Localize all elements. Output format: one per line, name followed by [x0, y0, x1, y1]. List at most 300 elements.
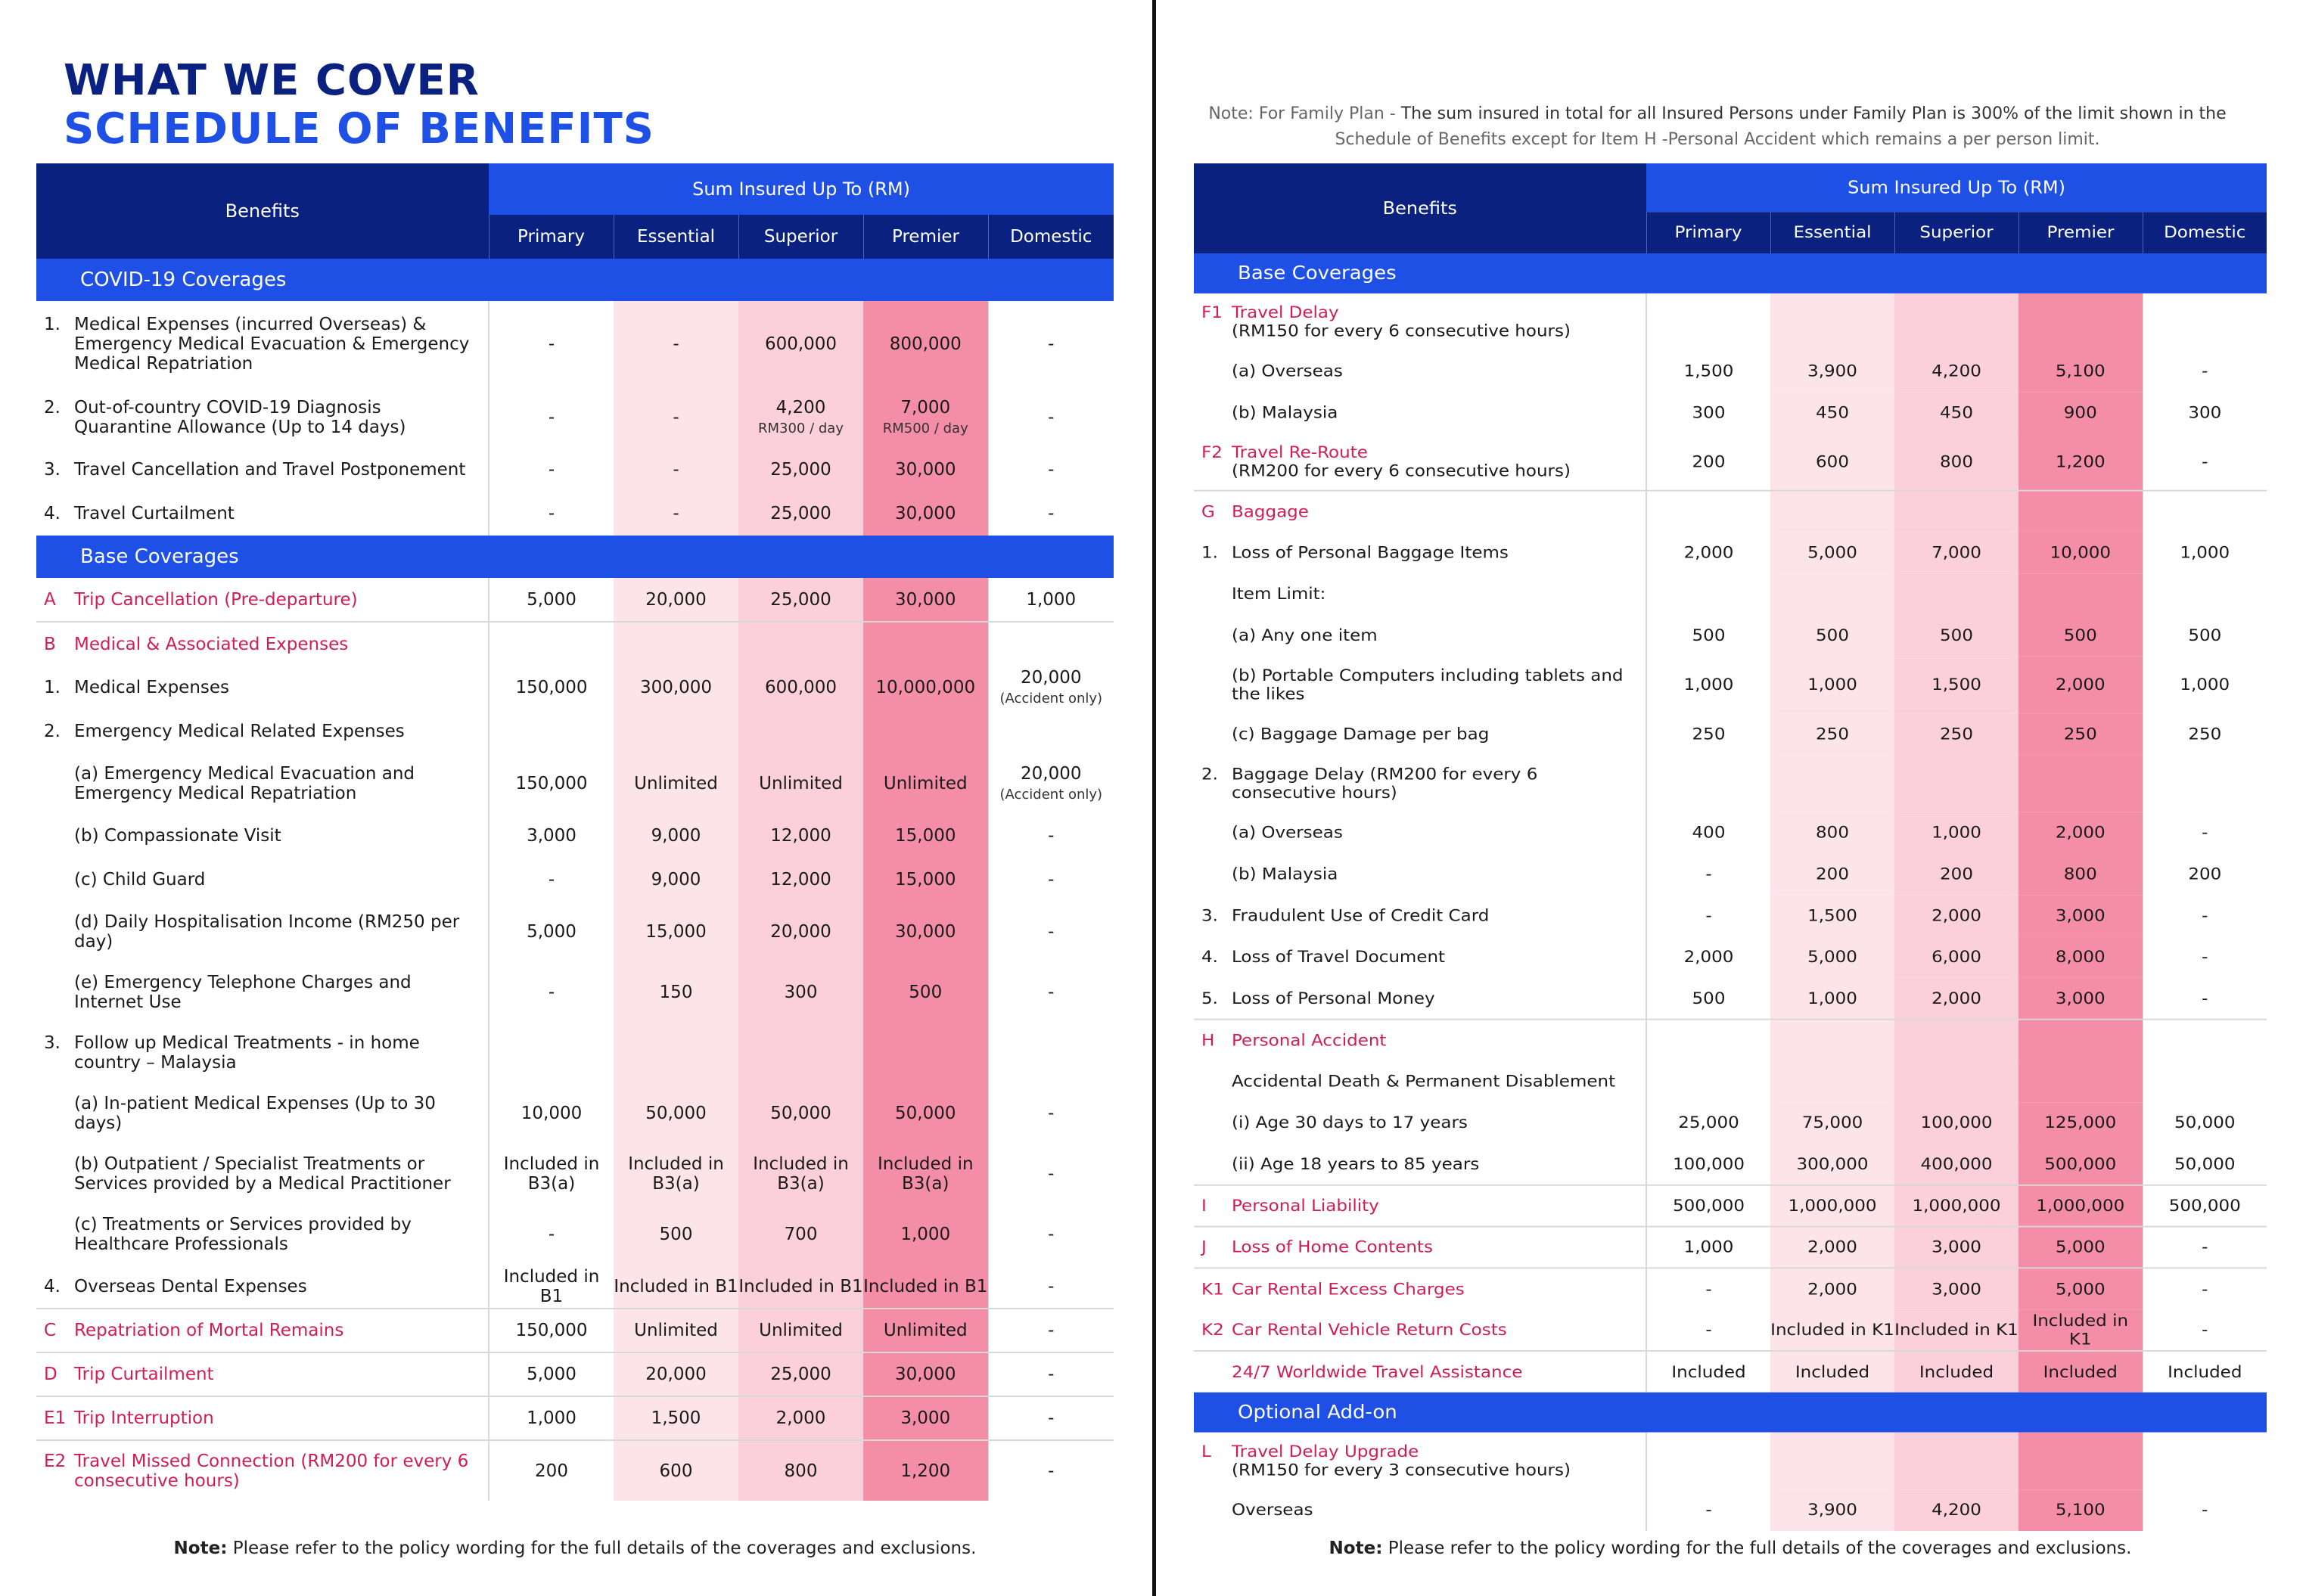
benefit-cell [1194, 573, 1646, 615]
value-text: 20,000 [645, 1365, 707, 1384]
value-text: 300 [1692, 403, 1726, 422]
table-row [1194, 433, 2267, 491]
value-cell-primary [1646, 532, 1770, 573]
value-text: - [548, 1225, 555, 1244]
table-row [36, 902, 1114, 962]
value-text: 200 [1940, 865, 1973, 884]
benefit-cell [36, 858, 489, 902]
value-cell-essential [1770, 1433, 1894, 1490]
policy-note-text: Please refer to the policy wording for the full details of the coverages and exclusions. [227, 1539, 977, 1558]
value-cell-primary [1646, 1268, 1770, 1309]
policy-note-right [1194, 1539, 2267, 1558]
benefit-cell [36, 962, 489, 1023]
value-text: Included in K1 [2032, 1311, 2129, 1349]
value-cell-primary [489, 1204, 614, 1265]
value-text: 50,000 [895, 1104, 956, 1123]
value-cell-essential [1770, 1309, 1894, 1351]
value-cell-domestic [2143, 1020, 2267, 1061]
value-text: Included in B1 [614, 1276, 738, 1296]
benefit-label [74, 678, 477, 697]
value-cell-superior [738, 387, 863, 448]
value-cell-superior [738, 1309, 863, 1352]
value-cell-domestic [2143, 1185, 2267, 1227]
table-row [1194, 1060, 2267, 1102]
table-row [1194, 293, 2267, 351]
value-text: 250 [2188, 725, 2222, 744]
value-cell-superior [1894, 532, 2019, 573]
benefit-label-text: Trip Curtailment [74, 1365, 214, 1384]
value-cell-premier [2019, 433, 2143, 491]
value-text: - [1048, 870, 1055, 890]
value-cell-domestic [988, 1204, 1114, 1265]
value-text: 800 [784, 1461, 818, 1481]
value-cell-domestic [2143, 854, 2267, 896]
benefit-cell [1194, 936, 1646, 978]
table-row [36, 578, 1114, 622]
value-cell-premier [2019, 713, 2143, 755]
value-cell-essential [614, 578, 738, 622]
value-text: 150,000 [515, 774, 588, 793]
value-text: 500 [2063, 626, 2097, 645]
benefit-label-text: (b) Malaysia [1232, 865, 1338, 884]
value-cell-superior [1894, 854, 2019, 896]
table-row [36, 666, 1114, 710]
benefit-cell [36, 666, 489, 710]
value-text: 20,000 [1021, 764, 1082, 784]
value-text: - [673, 334, 679, 354]
value-text: 5,000 [1807, 543, 1857, 563]
benefit-label [74, 764, 477, 803]
value-text: 100,000 [1920, 1113, 1993, 1132]
value-cell-premier [863, 753, 988, 814]
benefit-label-text: Medical Expenses (incurred Overseas) & Emergency Medical Evacuation & Emergency Medical Repatriation [74, 315, 470, 374]
value-text: 50,000 [2174, 1154, 2236, 1174]
benefit-cell [36, 1083, 489, 1144]
value-cell-primary [489, 858, 614, 902]
value-text: Included [2168, 1362, 2242, 1382]
value-cell-domestic [988, 1440, 1114, 1501]
benefit-cell [1194, 1227, 1646, 1268]
benefit-label-text: Loss of Home Contents [1232, 1237, 1433, 1257]
value-text: 450 [1816, 403, 1849, 422]
value-text: 3,000 [2055, 989, 2106, 1008]
value-cell-essential [1770, 1020, 1894, 1061]
benefit-cell [1194, 1489, 1646, 1531]
table-row [1194, 491, 2267, 533]
benefit-label [1232, 1321, 1635, 1340]
value-text: - [2202, 362, 2208, 381]
value-cell-premier [2019, 1185, 2143, 1227]
value-cell-essential [614, 1204, 738, 1265]
benefit-cell [1194, 657, 1646, 714]
value-cell-premier [863, 301, 988, 387]
value-cell-essential [614, 962, 738, 1023]
value-cell-domestic [2143, 1144, 2267, 1185]
value-text: - [2202, 452, 2208, 471]
value-cell-premier [2019, 392, 2143, 433]
value-cell-domestic [988, 1023, 1114, 1083]
value-cell-essential [1770, 615, 1894, 657]
value-cell-essential [614, 666, 738, 710]
value-cell-premier [2019, 978, 2143, 1020]
value-cell-domestic [988, 1144, 1114, 1204]
row-index: L [1201, 1442, 1211, 1461]
header-plan-essential: Essential [614, 215, 738, 259]
page-subtitle: SCHEDULE OF BENEFITS [64, 104, 654, 154]
value-cell-superior [1894, 1351, 2019, 1393]
value-cell-primary [489, 666, 614, 710]
value-cell-premier [2019, 895, 2143, 936]
benefit-label [1232, 865, 1635, 884]
benefit-cell [36, 902, 489, 962]
value-text: 1,000 [527, 1408, 576, 1428]
value-text: 500 [1816, 626, 1849, 645]
value-cell-domestic [2143, 532, 2267, 573]
benefit-label [74, 1452, 477, 1491]
value-text: 125,000 [2044, 1113, 2117, 1132]
value-cell-superior [738, 622, 863, 666]
row-index: 5. [1201, 989, 1218, 1008]
benefit-label-text: Personal Accident [1232, 1031, 1387, 1050]
table-row [1194, 854, 2267, 896]
row-index: 4. [1201, 948, 1218, 967]
row-index: 4. [44, 504, 61, 523]
table-row [1194, 657, 2267, 714]
value-cell-essential [614, 858, 738, 902]
value-text: - [1048, 1365, 1055, 1384]
value-cell-premier [863, 858, 988, 902]
value-cell-superior [738, 301, 863, 387]
benefit-label [1232, 1031, 1635, 1050]
value-cell-essential [1770, 1144, 1894, 1185]
benefit-label [74, 722, 477, 741]
benefit-label [1232, 626, 1635, 645]
table-row [36, 1309, 1114, 1352]
value-text: - [1705, 1279, 1712, 1299]
value-cell-superior [738, 902, 863, 962]
benefit-cell [36, 710, 489, 753]
value-text: 200 [2188, 865, 2222, 884]
table-row [36, 1265, 1114, 1309]
benefit-cell [1194, 293, 1646, 351]
value-text: - [1048, 460, 1055, 480]
benefit-cell [1194, 532, 1646, 573]
benefit-label-text: 24/7 Worldwide Travel Assistance [1232, 1362, 1523, 1382]
value-cell-premier [2019, 1309, 2143, 1351]
value-cell-superior [738, 666, 863, 710]
value-cell-essential [614, 1023, 738, 1083]
benefit-label-text: Overseas Dental Expenses [74, 1276, 307, 1296]
benefit-label [1232, 362, 1635, 381]
policy-note-left [36, 1539, 1114, 1558]
benefit-label-text: Repatriation of Mortal Remains [74, 1321, 344, 1340]
value-cell-premier [2019, 573, 2143, 615]
table-row [1194, 1433, 2267, 1490]
table-row [1194, 895, 2267, 936]
value-text: 250 [1940, 725, 1973, 744]
value-text: - [2202, 1237, 2208, 1257]
value-cell-primary [1646, 1351, 1770, 1393]
value-cell-premier [2019, 491, 2143, 533]
value-cell-essential [1770, 491, 1894, 533]
value-text: 1,000 [2180, 675, 2230, 694]
table-row [36, 448, 1114, 492]
value-text: - [548, 504, 555, 523]
benefit-label [1232, 1238, 1635, 1257]
policy-note-label: Note: [173, 1539, 228, 1558]
benefit-cell [36, 1309, 489, 1352]
value-cell-domestic [988, 387, 1114, 448]
value-cell-primary [1646, 1144, 1770, 1185]
value-cell-essential [614, 1396, 738, 1440]
value-cell-superior [1894, 350, 2019, 392]
value-cell-premier [2019, 350, 2143, 392]
value-text: 5,000 [2055, 1237, 2106, 1257]
value-cell-premier [863, 1204, 988, 1265]
value-text: 5,000 [2055, 1279, 2106, 1299]
benefit-cell [1194, 350, 1646, 392]
value-text: - [1048, 408, 1055, 427]
header-plan-primary: Primary [1646, 212, 1770, 253]
value-cell-superior [1894, 1489, 2019, 1531]
value-text: 25,000 [770, 460, 831, 480]
value-text: 1,000 [1683, 675, 1734, 694]
table-row [1194, 936, 2267, 978]
value-cell-superior [1894, 392, 2019, 433]
table-row [1194, 1489, 2267, 1531]
row-index: E1 [44, 1408, 67, 1428]
value-cell-superior [1894, 1268, 2019, 1309]
benefit-label [1232, 1442, 1635, 1480]
value-cell-premier [863, 448, 988, 492]
value-text: - [2202, 989, 2208, 1008]
header-plan-domestic: Domestic [2143, 212, 2267, 253]
table-row [36, 1396, 1114, 1440]
benefit-label [74, 1033, 477, 1073]
value-text: - [548, 870, 555, 890]
benefit-label [1232, 502, 1635, 521]
benefit-label [74, 1408, 477, 1428]
row-index: J [1201, 1237, 1207, 1257]
value-cell-essential [1770, 1060, 1894, 1102]
value-cell-premier [863, 1265, 988, 1309]
value-text: 50,000 [645, 1104, 707, 1123]
table-row [36, 1352, 1114, 1396]
table-row [1194, 1309, 2267, 1351]
value-cell-domestic [2143, 350, 2267, 392]
benefit-label [1232, 1197, 1635, 1216]
value-text: - [1048, 922, 1055, 942]
value-cell-primary [1646, 573, 1770, 615]
value-text: 1,000,000 [2036, 1196, 2125, 1216]
value-cell-superior [738, 448, 863, 492]
value-text: Included in B3(a) [503, 1154, 600, 1194]
value-text: 1,000 [900, 1225, 951, 1244]
benefit-cell [1194, 392, 1646, 433]
value-cell-primary [1646, 755, 1770, 812]
table-row [36, 1083, 1114, 1144]
value-cell-premier [863, 1440, 988, 1501]
value-cell-primary [489, 1144, 614, 1204]
value-text: 50,000 [770, 1104, 831, 1123]
value-cell-primary [1646, 895, 1770, 936]
benefit-label-text: (b) Compassionate Visit [74, 826, 281, 846]
benefit-cell [1194, 812, 1646, 854]
benefit-label-text: (b) Malaysia [1232, 403, 1338, 422]
value-cell-essential [1770, 812, 1894, 854]
value-text: 30,000 [895, 504, 956, 523]
value-text: 30,000 [895, 922, 956, 942]
value-cell-domestic [2143, 433, 2267, 491]
value-text: Included [1795, 1362, 1870, 1382]
value-text: 800 [1816, 823, 1849, 843]
benefit-cell [1194, 854, 1646, 896]
value-cell-essential [614, 710, 738, 753]
value-text: 300 [784, 983, 818, 1002]
value-text: - [1048, 1408, 1055, 1428]
value-text: 3,000 [1932, 1279, 1981, 1299]
value-text: 900 [2063, 403, 2097, 422]
value-text: - [1705, 1320, 1712, 1340]
value-text: 30,000 [895, 1365, 956, 1384]
value-cell-essential [614, 448, 738, 492]
benefit-label [74, 460, 477, 480]
value-text: 15,000 [895, 826, 956, 846]
row-index: H [1201, 1031, 1215, 1050]
value-cell-primary [489, 1023, 614, 1083]
benefit-note: (RM200 for every 6 consecutive hours) [1232, 461, 1571, 480]
benefit-label-text: (c) Baggage Damage per bag [1232, 725, 1490, 744]
value-cell-premier [863, 962, 988, 1023]
value-cell-essential [1770, 755, 1894, 812]
value-cell-superior [738, 1396, 863, 1440]
benefit-label [1232, 443, 1635, 480]
benefit-cell [36, 301, 489, 387]
value-cell-domestic [988, 1083, 1114, 1144]
value-text: Unlimited [634, 774, 718, 793]
value-text: - [2202, 1320, 2208, 1340]
header-sum-insured: Sum Insured Up To (RM) [489, 163, 1114, 215]
value-cell-essential [614, 753, 738, 814]
row-index: G [1201, 502, 1215, 521]
value-cell-essential [1770, 1102, 1894, 1144]
value-cell-primary [489, 1083, 614, 1144]
benefit-cell [36, 1023, 489, 1083]
value-text: 1,500 [1932, 675, 1981, 694]
value-cell-superior [1894, 657, 2019, 714]
value-cell-primary [489, 492, 614, 536]
value-cell-domestic [988, 814, 1114, 858]
value-cell-domestic [2143, 1268, 2267, 1309]
benefit-label [74, 973, 477, 1012]
value-cell-superior [738, 1440, 863, 1501]
value-text: - [548, 334, 555, 354]
table-row [1194, 615, 2267, 657]
benefit-label [74, 635, 477, 654]
benefit-cell [1194, 755, 1646, 812]
benefit-cell [36, 387, 489, 448]
value-cell-essential [1770, 350, 1894, 392]
value-text: 200 [1692, 452, 1726, 471]
benefit-cell [36, 1204, 489, 1265]
row-index: D [44, 1365, 57, 1384]
benefit-label-text: (b) Portable Computers including tablets and the likes [1232, 666, 1624, 704]
value-text: Included in B1 [863, 1276, 988, 1296]
value-text: 300,000 [639, 678, 713, 697]
value-text: - [1048, 1321, 1055, 1340]
family-plan-note-line2: Schedule of Benefits except for Item H -Personal Accident which remains a per person limit. [1335, 130, 2100, 149]
benefit-label-text: Travel Cancellation and Travel Postponement [74, 460, 466, 480]
value-text: 4,200 [1932, 1501, 1981, 1520]
value-cell-primary [1646, 1227, 1770, 1268]
value-text: 500 [2188, 626, 2222, 645]
value-cell-domestic [2143, 615, 2267, 657]
value-cell-domestic [988, 666, 1114, 710]
value-text: 5,100 [2055, 1501, 2106, 1520]
row-index: K1 [1201, 1279, 1224, 1299]
benefit-label [1232, 725, 1635, 744]
value-text: 25,000 [1678, 1113, 1739, 1132]
value-cell-primary [1646, 615, 1770, 657]
value-cell-superior [1894, 1433, 2019, 1490]
value-cell-primary [489, 578, 614, 622]
value-cell-domestic [2143, 1351, 2267, 1393]
benefits-table-right [1194, 163, 2267, 1531]
value-text: 500,000 [2168, 1196, 2241, 1216]
value-text: 1,000 [1683, 1237, 1734, 1257]
value-cell-essential [614, 1352, 738, 1396]
benefit-label [1232, 765, 1635, 802]
value-text: Unlimited [883, 774, 968, 793]
header-plan-premier: Premier [863, 215, 988, 259]
value-text: 1,000 [2180, 543, 2230, 563]
table-row [36, 1144, 1114, 1204]
benefit-label [1232, 403, 1635, 422]
value-cell-essential [614, 492, 738, 536]
benefit-label-text: (i) Age 30 days to 17 years [1232, 1113, 1468, 1132]
row-index: 1. [1201, 543, 1218, 563]
value-cell-essential [1770, 978, 1894, 1020]
benefit-label-text: (a) Overseas [1232, 362, 1343, 381]
value-cell-domestic [2143, 293, 2267, 351]
value-cell-primary [489, 387, 614, 448]
value-cell-premier [2019, 657, 2143, 714]
table-row [36, 962, 1114, 1023]
value-text: Included in B3(a) [628, 1154, 724, 1194]
value-subtext: RM300 / day [757, 421, 844, 436]
value-cell-superior [738, 814, 863, 858]
header-plan-superior: Superior [1894, 212, 2019, 253]
benefit-label [1232, 1113, 1635, 1132]
benefit-label-text: Baggage Delay (RM200 for every 6 consecutive hours) [1232, 765, 1538, 803]
table-row [1194, 713, 2267, 755]
value-cell-primary [1646, 1185, 1770, 1227]
value-text: 10,000 [2050, 543, 2111, 563]
value-cell-essential [614, 1309, 738, 1352]
value-text: 50,000 [2174, 1113, 2236, 1132]
value-cell-essential [614, 1265, 738, 1309]
value-cell-premier [2019, 1227, 2143, 1268]
benefit-cell [1194, 1144, 1646, 1185]
benefit-label-text: (c) Child Guard [74, 870, 206, 890]
benefit-label [74, 1365, 477, 1384]
value-text: - [1705, 906, 1712, 925]
family-plan-note-prefix: Note: For Family Plan - [1208, 104, 1401, 123]
value-text: Included in B1 [503, 1266, 600, 1306]
value-cell-premier [2019, 755, 2143, 812]
benefit-label [74, 826, 477, 846]
value-text: 600,000 [764, 334, 838, 354]
